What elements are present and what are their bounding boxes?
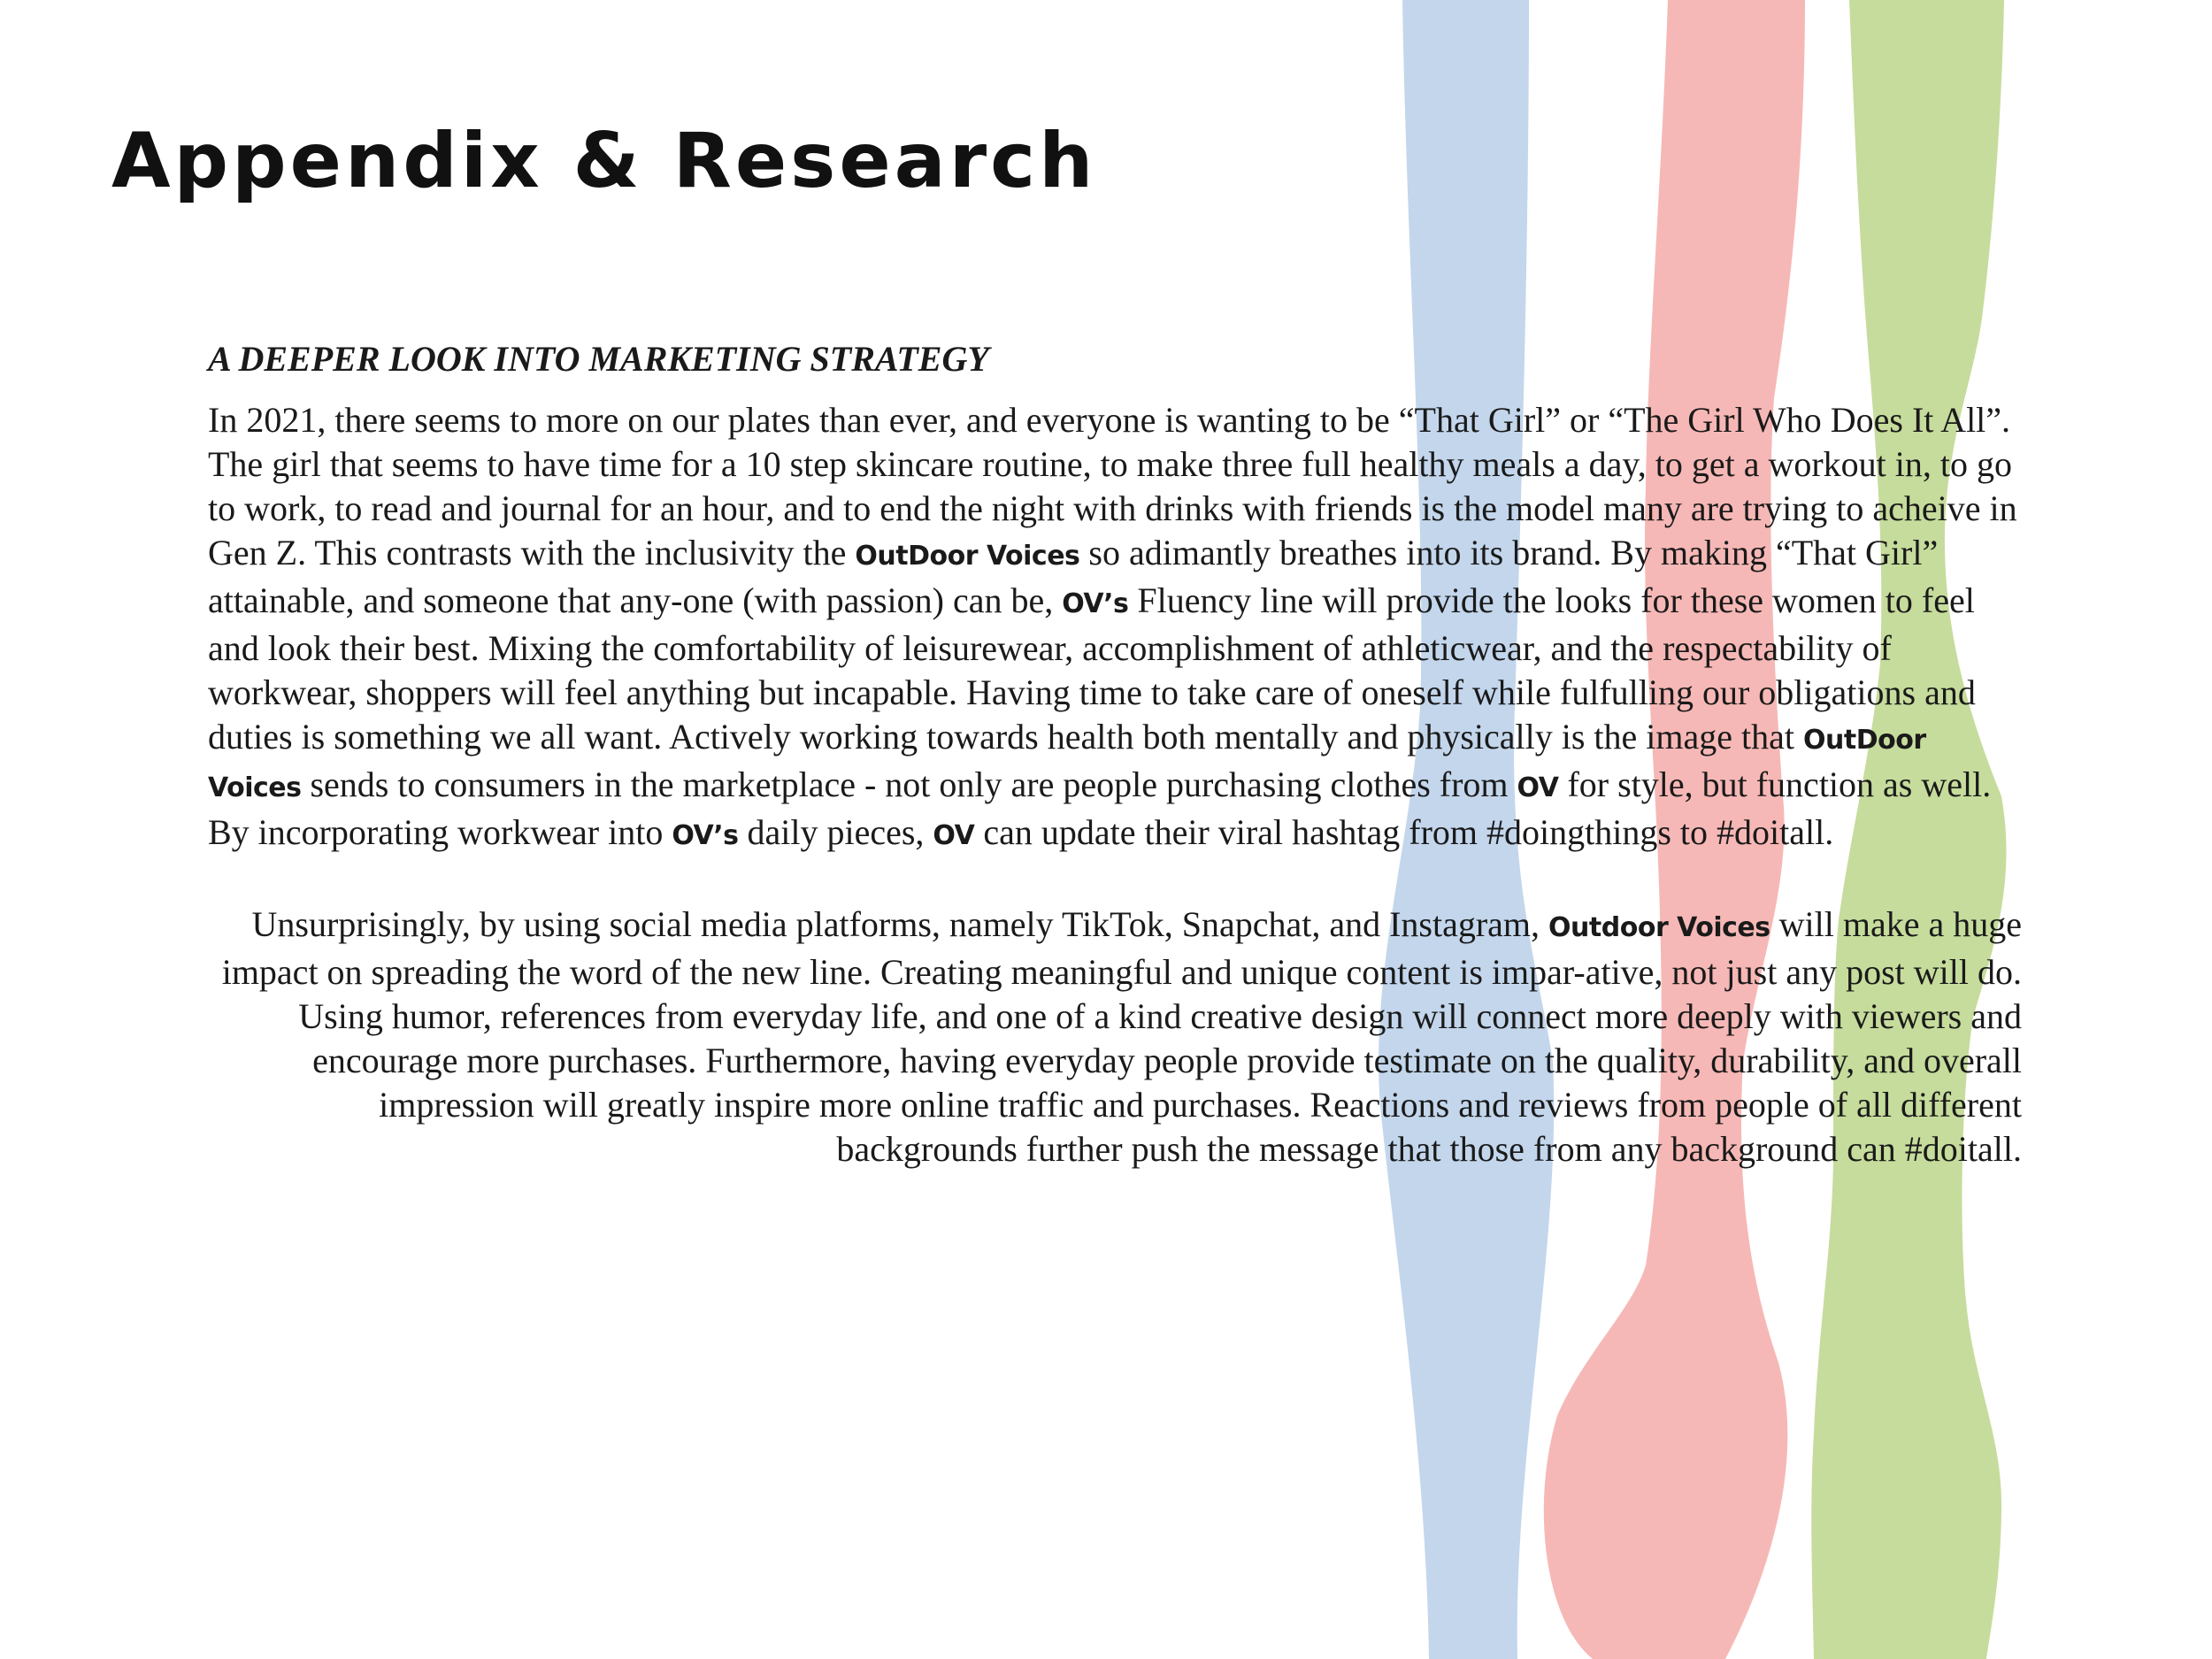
brand-name: OV (933, 820, 975, 851)
text-segment: so adimantly breathes into its brand. By making “That Girl” attainable, and someone that any-one (with passion) can be, (208, 533, 1939, 620)
brand-name: OutDoor Voices (208, 725, 1926, 803)
brand-name: Outdoor Voices (1548, 912, 1770, 943)
text-segment: daily pieces, (738, 812, 933, 852)
text-segment: will make a huge impact on spreading the word of the new line. Creating meaningful and unique content is impar-ative, not just any post will do. Using humor, references from everyday life, and one of a kind creative design will connect more deeply with viewers and encourage more purchases. Furthermore, having everyday people provide testimate on the quality, durability, and overall impression will greatly inspire more online traffic and purchases. Reactions and reviews from people of all different backgrounds further push the message that those from any background can #doitall. (221, 904, 2022, 1169)
text-segment: can update their viral hashtag from #doingthings to #doitall. (974, 812, 1834, 852)
brand-name: OV (1517, 772, 1559, 803)
text-segment: Fluency line will provide the looks for these women to feel and look their best. Mixing the comfortability of leisurewear, accomplishment of athleticwear, and the respectability of workwear, shoppers will feel anything but incapable. Having time to take care of oneself while fulfulling our obligations and duties is something we all want. Actively working towards health both mentally and physically is the image that (208, 580, 1976, 757)
section-heading: A DEEPER LOOK INTO MARKETING STRATEGY (208, 339, 989, 379)
paragraph-marketing-strategy (208, 398, 2022, 858)
brand-name: OV’s (1062, 588, 1129, 619)
text-segment: for style, but function as well. By incorporating workwear into (208, 764, 1992, 852)
content-area (208, 338, 2022, 1171)
text-segment: sends to consumers in the marketplace - not only are people purchasing clothes from (301, 764, 1517, 804)
text-segment: Unsurprisingly, by using social media platforms, namely TikTok, Snapchat, and Instagram, (251, 904, 1549, 944)
paragraph-social-media (208, 902, 2022, 1171)
text-segment: In 2021, there seems to more on our plates than ever, and everyone is wanting to be “That Girl” or “The Girl Who Does It All”. The girl that seems to have time for a 10 step skincare routine, to make three full healthy meals a day, to get a workout in, to go to work, to read and journal for an hour, and to end the night with drinks with friends is the model many are trying to acheive in Gen Z. This contrasts with the inclusivity the (208, 400, 2017, 572)
brand-name: OutDoor Voices (855, 541, 1080, 572)
page-title: Appendix & Research (111, 117, 1097, 205)
brand-name: OV’s (672, 820, 739, 851)
